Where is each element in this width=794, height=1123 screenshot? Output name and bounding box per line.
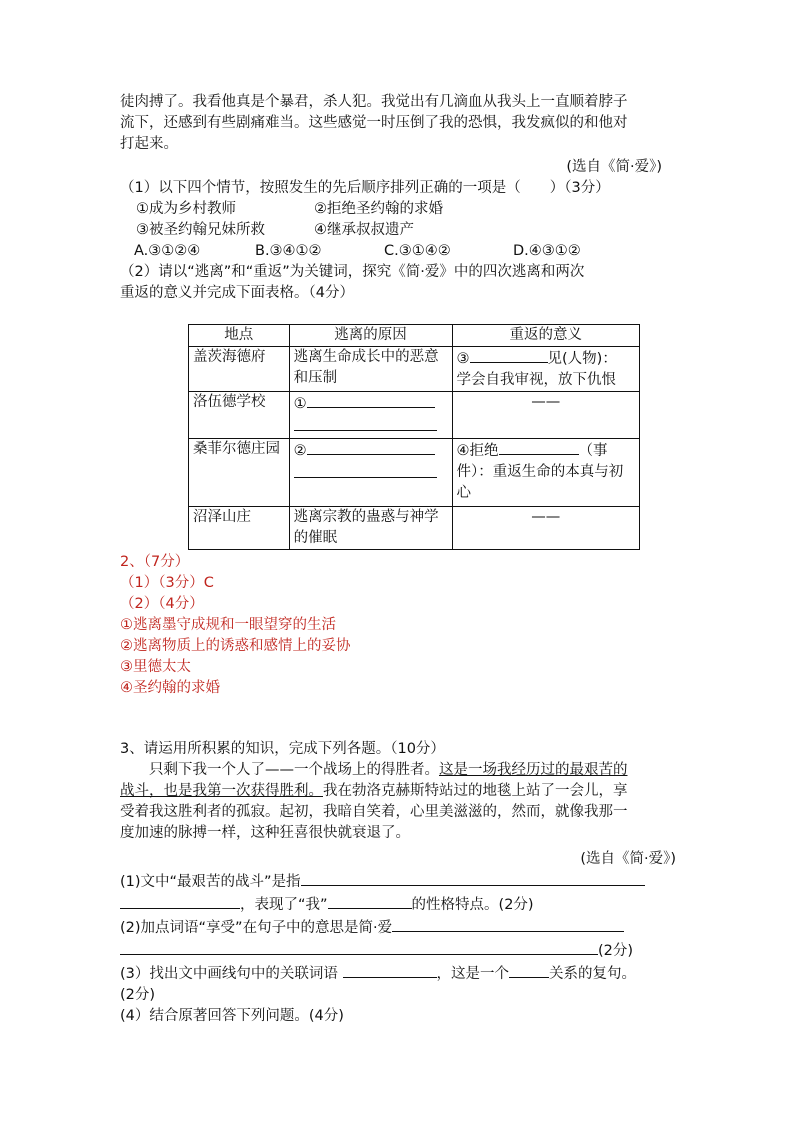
sub-question-1-cont xyxy=(120,893,676,916)
question-1-stem: （1）以下四个情节，按照发生的先后顺序排列正确的一项是（ ）（3分） xyxy=(120,180,610,196)
plot-item: ①成为乡村教师 xyxy=(136,201,236,217)
answer-blank-s1b[interactable] xyxy=(120,893,240,909)
document-page xyxy=(120,92,676,304)
passage-line: 受着我这胜利者的孤寂。起初，我暗自笑着，心里美滋滋的，然而，就像我那一 xyxy=(120,804,628,820)
table-row xyxy=(189,507,640,550)
answer-blank-s1c[interactable] xyxy=(328,893,412,909)
passage-line: 度加速的脉搏一样，这种狂喜很快就衰退了。 xyxy=(120,825,410,841)
sub-question-2-cont xyxy=(120,939,676,962)
source-citation: (选自《简·爱》) xyxy=(566,159,662,175)
table-row xyxy=(189,392,640,439)
answer-line: ③里德太太 xyxy=(120,659,191,675)
choice-b: B.③④①② xyxy=(255,243,322,259)
choice-a: A.③①②④ xyxy=(134,243,201,259)
answer-heading: 2、（7分） xyxy=(120,554,190,570)
question-text: ，这是一个 xyxy=(436,966,509,982)
cell-meaning xyxy=(452,347,639,392)
header-reason: 逃离的原因 xyxy=(289,325,452,347)
question-1-items-row xyxy=(120,220,676,241)
source-citation: (选自《简·爱》) xyxy=(580,851,676,867)
cell-place: 盖茨海德府 xyxy=(189,347,290,392)
sub-question-3 xyxy=(120,962,676,985)
question-2-stem: 重返的意义并完成下面表格。（4分） xyxy=(120,285,354,301)
answer-line: （2）（4分） xyxy=(120,596,204,612)
cell-text: 学会自我审视，放下仇恨 xyxy=(456,372,617,388)
sub-question-1 xyxy=(120,870,676,893)
question-3-heading: 3、请运用所积累的知识，完成下列各题。（10分） xyxy=(120,741,445,757)
cell-meaning xyxy=(452,439,639,507)
choice-d: D.④③①② xyxy=(513,243,581,259)
header-place: 地点 xyxy=(189,325,290,347)
cell-place: 沼泽山庄 xyxy=(189,507,290,550)
answer-blank-s3b[interactable] xyxy=(509,962,549,978)
passage-line: 流下，还感到有些剧痛难当。这些感觉一时压倒了我的恐惧，我发疯似的和他对 xyxy=(120,115,628,131)
question-1-items-row xyxy=(120,199,676,220)
cell-text: ④拒绝 xyxy=(456,443,499,459)
cell-reason xyxy=(289,439,452,507)
escape-return-table xyxy=(188,324,640,550)
answer-blank-3[interactable] xyxy=(470,347,548,363)
question-text: (1)文中“最艰苦的战斗”是指 xyxy=(120,874,301,890)
answer-blank-s2b[interactable] xyxy=(120,939,598,955)
cell-place: 桑菲尔德庄园 xyxy=(189,439,290,507)
question-3-section xyxy=(120,739,676,1027)
plot-item: ④继承叔叔遗产 xyxy=(314,222,414,238)
sub-question-3-cont: (2分) xyxy=(120,987,156,1003)
cell-text: 件）：重返生命的本真与初心 xyxy=(456,464,624,501)
answer-blank-1a[interactable] xyxy=(307,392,435,408)
header-meaning: 重返的意义 xyxy=(452,325,639,347)
answer-section xyxy=(120,552,676,699)
cell-place: 洛伍德学校 xyxy=(189,392,290,439)
table-row xyxy=(189,347,640,392)
answer-line: ②逃离物质上的诱惑和感情上的妥协 xyxy=(120,638,351,654)
cell-reason xyxy=(289,392,452,439)
blank-number: ③ xyxy=(456,351,470,367)
passage-text: 只剩下我一个人了——一个战场上的得胜者。 xyxy=(149,762,439,778)
sub-question-4: (4）结合原著回答下列问题。(4分) xyxy=(120,1008,344,1024)
passage-line: 徒肉搏了。我看他真是个暴君，杀人犯。我觉出有几滴血从我头上一直顺着脖子 xyxy=(120,94,628,110)
answer-blank-s3a[interactable] xyxy=(343,962,437,978)
passage-line: 打起来。 xyxy=(120,136,178,152)
question-text: 关系的复句。 xyxy=(549,966,636,982)
choice-c: C.③①④② xyxy=(384,243,451,259)
answer-blank-s2a[interactable] xyxy=(392,916,624,932)
question-text: ，表现了“我” xyxy=(240,897,328,913)
cell-reason: 逃离生命成长中的恶意和压制 xyxy=(289,347,452,392)
question-text: (2分) xyxy=(598,943,634,959)
question-2-stem: （2）请以“逃离”和“重返”为关键词，探究《简·爱》中的四次逃离和两次 xyxy=(120,264,585,280)
table-row xyxy=(189,439,640,507)
cell-meaning: —— xyxy=(452,507,639,550)
plot-item: ②拒绝圣约翰的求婚 xyxy=(314,201,443,217)
passage-line xyxy=(120,760,676,781)
question-1-choices xyxy=(120,241,676,262)
underlined-sentence: 这是一场我经历过的最艰苦的 xyxy=(439,762,628,778)
answer-blank-1b[interactable] xyxy=(294,415,437,431)
blank-number: ① xyxy=(293,396,307,412)
table-header-row xyxy=(189,325,640,347)
question-text: (3）找出文中画线句中的关联词语 xyxy=(120,966,338,982)
answer-line: ④圣约翰的求婚 xyxy=(120,680,220,696)
cell-meaning: —— xyxy=(452,392,639,439)
passage-line xyxy=(120,781,676,802)
question-text: (2)加点词语“享受”在句子中的意思是简·爱 xyxy=(120,920,393,936)
answer-blank-2a[interactable] xyxy=(307,439,435,455)
cell-text: （事 xyxy=(578,443,608,459)
cell-reason: 逃离宗教的蛊惑与神学的催眠 xyxy=(289,507,452,550)
answer-line: （1）（3分）C xyxy=(120,575,214,591)
passage-text: 我在勃洛克赫斯特站过的地毯上站了一会儿，享 xyxy=(323,783,628,799)
plot-item: ③被圣约翰兄妹所救 xyxy=(136,222,265,238)
question-text: 的性格特点。(2分) xyxy=(411,897,534,913)
underlined-sentence: 战斗，也是我第一次获得胜利。 xyxy=(120,783,323,799)
answer-blank-2b[interactable] xyxy=(294,462,437,478)
answer-blank-4[interactable] xyxy=(499,439,579,455)
cell-text: 见(人物)： xyxy=(547,351,617,367)
answer-blank-s1a[interactable] xyxy=(301,870,645,886)
answer-line: ①逃离墨守成规和一眼望穿的生活 xyxy=(120,617,336,633)
sub-question-2 xyxy=(120,916,676,939)
blank-number: ② xyxy=(293,443,307,459)
